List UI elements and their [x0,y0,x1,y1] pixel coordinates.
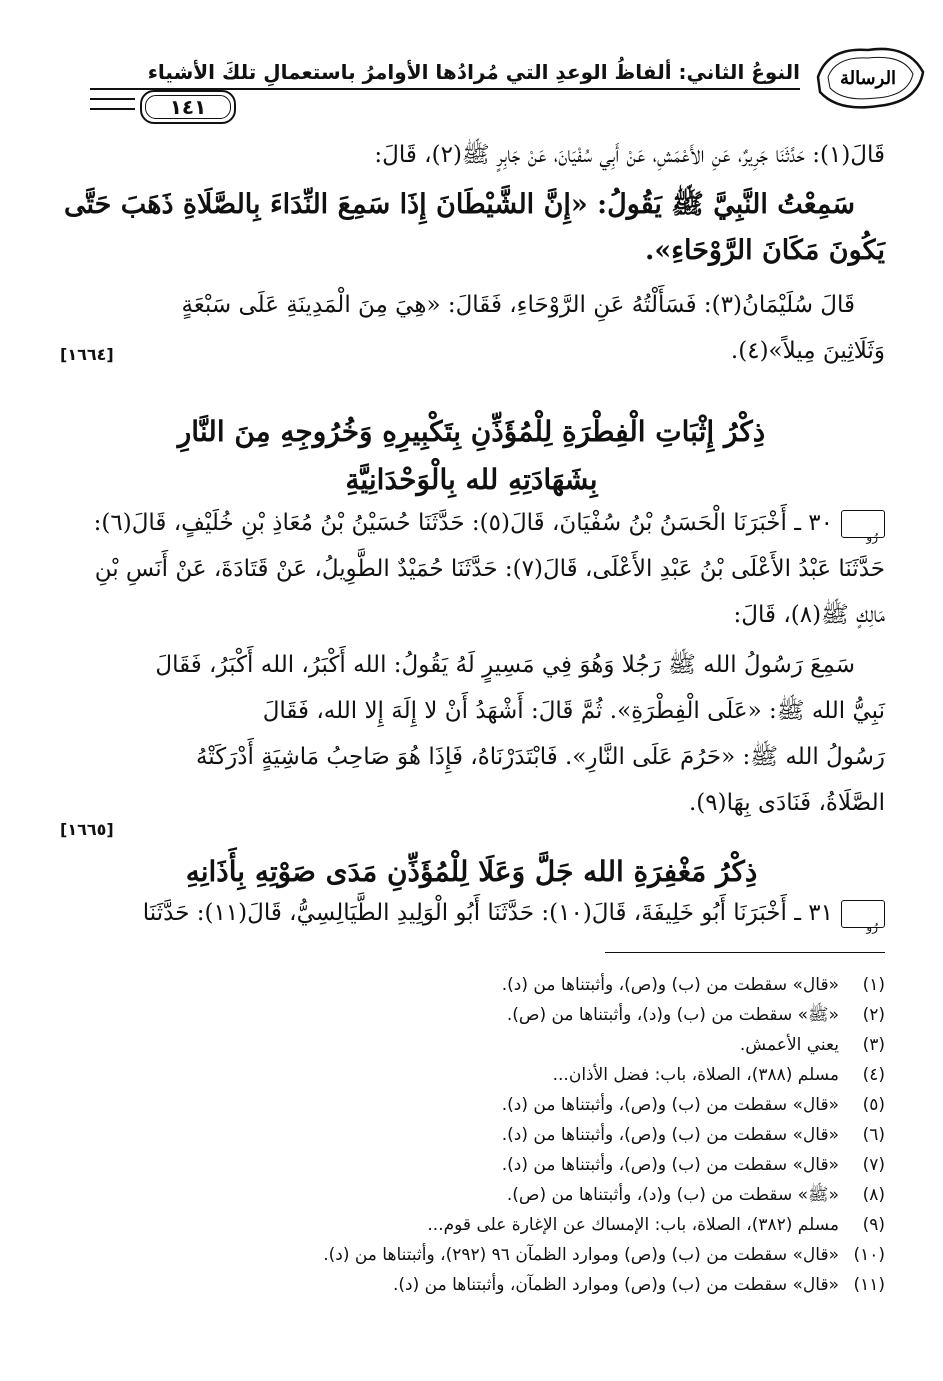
running-title: النوعُ الثاني: ألفاظُ الوعدِ التي مُرادُها الأوامرُ باستعمالِ تلكَ الأشياء [147,60,800,84]
section-title-1-line-2: بِشَهَادَتِهِ لله بِالْوَحْدَانِيَّةِ [345,463,598,496]
hadith-number-1664: [١٦٦٤] [60,345,114,364]
hadith-31-line-1: رُو ٣١ ـ أَخْبَرَنَا أَبُو خَلِيفَةَ، قَالَ(١٠): حَدَّثَنَا أَبُو الْوَلِيدِ الطَّيَالِسِيُّ، قَالَ(١١): حَدَّثَنَا [58,890,885,936]
paragraph-1 [58,132,885,178]
footnote-item: (١١)«قال» سقطت من (ب) و(ص) وموارد الظمآن، وأثبتناها من (د). [392,1275,885,1295]
page-header [80,40,920,125]
hadith-30-line-7: الصَّلَاةُ، فَنَادَى بِهَا(٩). [689,790,885,816]
footnote-item: (١٠)«قال» سقطت من (ب) و(ص) وموارد الظمآن ٩٦ (٢٩٢)، وأثبتناها من (د). [323,1245,885,1265]
page-number: ١٤١ [140,90,236,124]
section-title-1 [58,408,885,504]
paragraph-2-line-2: يَكُونَ مَكَانَ الرَّوْحَاءِ». [645,235,885,266]
footnote-item: (٦)«قال» سقطت من (ب) و(ص)، وأثبتناها من (د). [501,1125,885,1145]
hadith-30-line-6: رَسُولُ الله ﷺ: «حَرُمَ عَلَى النَّارِ». فَابْتَدَرْنَاهُ، فَإِذَا هُوَ صَاحِبُ مَاشِيَةٍ أَدْرَكَتْهُ [195,744,885,770]
paragraph-2-line-1: سَمِعْتُ النَّبِيَّ ﷺ يَقُولُ: «إِنَّ الشَّيْطَانَ إِذَا سَمِعَ النِّدَاءَ بِالصَّلَاةِ ذَهَبَ حَتَّى [63,189,855,220]
hadith-30-line-3: مَالِكٍ ﷺ(٨)، قَالَ: [733,602,885,628]
hadith-30-line-1: رُو ٣٠ ـ أَخْبَرَنَا الْحَسَنُ بْنُ سُفْيَانَ، قَالَ(٥): حَدَّثَنَا حُسَيْنُ بْنُ مُعَاذِ بْنِ خُلَيْفٍ، قَالَ(٦): [58,500,885,546]
footnote-item: (٣)يعني الأعمش. [739,1035,885,1055]
footnote-item: (٥)«قال» سقطت من (ب) و(ص)، وأثبتناها من (د). [501,1095,885,1115]
hadith-30-line-2: حَدَّثَنَا عَبْدُ الأَعْلَى بْنُ عَبْدِ الأَعْلَى، قَالَ(٧): حَدَّثَنَا حُمَيْدٌ الطَّوِيلُ، عَنْ قَتَادَةَ، عَنْ أَنَسِ بْنِ [94,556,885,582]
paragraph-3-line-1: قَالَ سُلَيْمَانُ(٣): فَسَأَلْتُهُ عَنِ الرَّوْحَاءِ، فَقَالَ: «هِيَ مِنَ الْمَدِينَةِ عَلَى سَبْعَةٍ [181,292,855,318]
decorative-lines-left [90,98,135,110]
footnote-item: (٧)«قال» سقطت من (ب) و(ص)، وأثبتناها من (د). [501,1155,885,1175]
hadith-30-line-4: سَمِعَ رَسُولُ الله ﷺ رَجُلا وَهُوَ فِي مَسِيرٍ لَهُ يَقُولُ: الله أَكْبَرُ، الله أَكْبَرُ، فَقَالَ [155,652,855,678]
hadith-30 [58,500,885,826]
hadith-30-line-5: نَبِيُّ الله ﷺ: «عَلَى الْفِطْرَةِ». ثُمَّ قَالَ: أَشْهَدُ أَنْ لا إِلَهَ إِلا الله، فَقَالَ [262,698,885,724]
section-title-2: ذِكْرُ مَغْفِرَةِ الله جَلَّ وَعَلَا لِلْمُؤَذِّنِ مَدَى صَوْتِهِ بِأَذَانِهِ [185,855,758,888]
footnote-separator [605,952,885,953]
footnotes [58,970,885,1300]
paragraph-2 [58,182,885,274]
section-title-1-line-1: ذِكْرُ إِثْبَاتِ الْفِطْرَةِ لِلْمُؤَذِّنِ بِتَكْبِيرِهِ وَخُرُوجِهِ مِنَ النَّارِ [177,415,766,448]
footnote-item: (٤)مسلم (٣٨٨)، الصلاة، باب: فضل الأذان... [552,1065,885,1085]
hadith-31 [58,890,885,936]
badge-text: الرسالة [839,68,897,89]
paragraph-1-line-1: قَالَ(١): حَدَّثَنَا جَرِيرٌ، عَنِ الأَعْمَشِ، عَنْ أَبِي سُفْيَانَ، عَنْ جَابِرٍ ﷺ(٢)، قَالَ: [374,142,885,168]
narration-badge: رُو [841,510,885,538]
chapter-badge [808,42,928,112]
footnote-item: (١)«قال» سقطت من (ب) و(ص)، وأثبتناها من (د). [501,975,885,995]
paragraph-3-line-2: وَثَلَاثِينَ مِيلاً»(٤). [730,338,885,364]
footnote-item: (٢)«ﷺ» سقطت من (ب) و(د)، وأثبتناها من (ص). [506,1005,885,1025]
footnote-item: (٩)مسلم (٣٨٢)، الصلاة، باب: الإمساك عن الإغارة على قوم... [427,1215,885,1235]
hadith-number-1665: [١٦٦٥] [60,820,114,839]
footnote-item: (٨)«ﷺ» سقطت من (ب) و(د)، وأثبتناها من (ص). [506,1185,885,1205]
narration-badge: رُو [841,900,885,928]
paragraph-3 [58,282,885,374]
